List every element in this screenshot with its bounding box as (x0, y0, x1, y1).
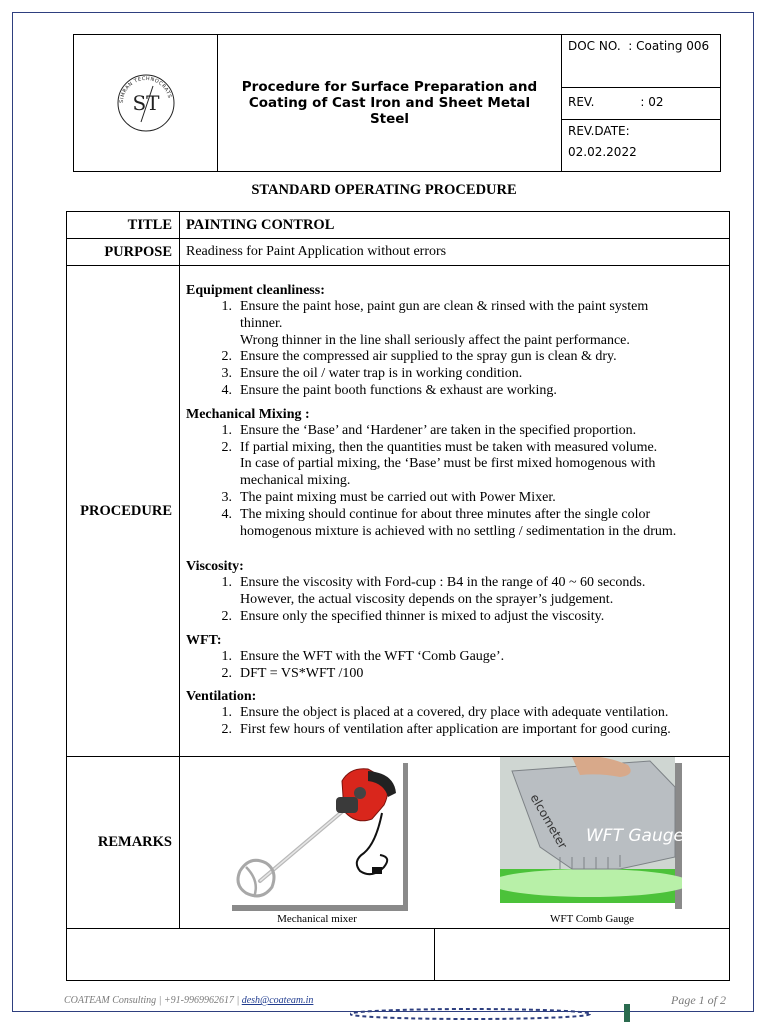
document-title: Procedure for Surface Preparation and Coating of Cast Iron and Sheet Metal Steel (218, 35, 562, 171)
section-heading-ventilation: Ventilation: (186, 689, 257, 705)
list-item (186, 490, 729, 507)
list-item-text: thinner. (240, 315, 283, 331)
list-item-number: 4. (221, 382, 232, 398)
wft-steps (186, 649, 729, 683)
list-item (186, 423, 729, 440)
list-item-number: 3. (221, 366, 232, 382)
remarks-content (180, 757, 729, 928)
list-item-text: If partial mixing, then the quantities must be taken with measured volume. (240, 439, 658, 455)
list-item (186, 649, 729, 666)
list-item-text: Ensure the oil / water trap is in working condition. (240, 366, 523, 382)
list-item-text: Ensure the paint booth functions & exhaust are working. (240, 382, 557, 398)
footer-company: COATEAM Consulting | +91-9969962617 | (64, 995, 242, 1006)
list-item (186, 666, 729, 683)
list-item (186, 507, 729, 524)
list-item (186, 383, 729, 400)
document-meta (562, 35, 720, 171)
list-item (186, 349, 729, 366)
list-item-text: Ensure the paint hose, paint gun are clean & rinsed with the paint system (240, 299, 649, 314)
list-item-number: 2. (221, 349, 232, 365)
rev-label: REV. (568, 95, 595, 109)
list-item (186, 524, 729, 541)
mixing-steps (186, 423, 729, 541)
list-item-number: 4. (221, 506, 232, 522)
list-item-number (186, 456, 232, 473)
section-heading-mixing: Mechanical Mixing : (186, 406, 310, 422)
doc-no-label: DOC NO. (568, 39, 621, 53)
list-item-text: Ensure the WFT with the WFT ‘Comb Gauge’. (240, 648, 505, 664)
list-item (186, 333, 729, 350)
company-logo (74, 35, 218, 171)
list-item-number (186, 592, 232, 609)
footer-contact (64, 995, 313, 1006)
list-item-text: The paint mixing must be carried out with Power Mixer. (240, 489, 556, 505)
purpose-row (67, 239, 729, 266)
purpose-value: Readiness for Paint Application without errors (186, 244, 447, 259)
logo-emblem (115, 72, 177, 134)
list-item-number: 1. (221, 299, 232, 314)
list-item (186, 473, 729, 490)
list-item (186, 722, 729, 739)
list-item-text: Ensure the object is placed at a covered, dry place with adequate ventilation. (240, 705, 669, 721)
title-value: PAINTING CONTROL (186, 216, 335, 233)
list-item (186, 316, 729, 333)
section-heading-equipment: Equipment cleanliness: (186, 283, 325, 298)
title-row (67, 212, 729, 239)
rev-date-label: REV.DATE: (568, 124, 630, 138)
rev-cell (562, 88, 720, 120)
remarks-label: REMARKS (67, 757, 180, 928)
blank-row (67, 929, 729, 980)
procedure-table (66, 211, 730, 981)
rev-value: : 02 (640, 95, 664, 109)
list-item-text: Ensure the compressed air supplied to the spray gun is clean & dry. (240, 349, 617, 365)
title-label: TITLE (67, 212, 180, 238)
mechanical-mixer-image (232, 763, 408, 911)
list-item-number: 2. (221, 439, 232, 455)
gauge-caption: WFT Comb Gauge (549, 913, 635, 925)
list-item-text: Wrong thinner in the line shall seriously affect the paint performance. (240, 332, 630, 348)
list-item-number (186, 333, 232, 350)
list-item-text: The mixing should continue for about three minutes after the single color (240, 506, 651, 522)
logo-initials: ST (131, 91, 160, 115)
purpose-label: PURPOSE (67, 239, 180, 265)
list-item-number (186, 316, 232, 333)
list-item (186, 440, 729, 457)
gauge-overlay-text: WFT Gauge (586, 826, 682, 846)
doc-no-value: : Coating 006 (628, 39, 710, 53)
wft-comb-gauge-image (500, 757, 682, 909)
list-item-number: 1. (221, 705, 232, 721)
section-heading-viscosity: Viscosity: (186, 559, 244, 575)
ventilation-steps (186, 705, 729, 739)
list-item-text: First few hours of ventilation after application are important for good curing. (240, 722, 671, 738)
document-header (73, 34, 721, 172)
viscosity-steps (186, 575, 729, 625)
list-item-text: Ensure the viscosity with Ford-cup : B4 in the range of 40 ~ 60 seconds. (240, 575, 646, 591)
footer-email-link[interactable]: desh@coateam.in (241, 995, 314, 1006)
blank-cell-left (67, 929, 435, 980)
section-heading-wft: WFT: (186, 632, 222, 648)
procedure-content (180, 266, 729, 756)
list-item (186, 299, 729, 316)
list-item (186, 705, 729, 722)
list-item-text: Ensure the ‘Base’ and ‘Hardener’ are taken in the specified proportion. (240, 422, 637, 438)
list-item-number (186, 473, 232, 490)
list-item (186, 609, 729, 626)
rev-date-value: 02.02.2022 (568, 145, 637, 159)
gauge-brand-text: elcometer (527, 791, 570, 852)
rev-date-cell (562, 120, 720, 171)
list-item-number: 2. (221, 608, 232, 624)
list-item (186, 592, 729, 609)
blank-cell-right (435, 929, 729, 980)
remarks-row (67, 757, 729, 929)
list-item-text: Ensure only the specified thinner is mixed to adjust the viscosity. (240, 608, 605, 624)
list-item-number: 2. (221, 722, 232, 738)
list-item-number (186, 524, 232, 541)
list-item-text: DFT = VS*WFT /100 (240, 665, 364, 681)
svg-text:SIMRAN TECHNOCRATS: SIMRAN TECHNOCRATS (118, 75, 173, 104)
page-number: Page 1 of 2 (671, 993, 726, 1007)
mixer-caption: Mechanical mixer (277, 913, 357, 925)
list-item-text: In case of partial mixing, the ‘Base’ must be first mixed homogenous with (240, 456, 656, 472)
procedure-row (67, 266, 729, 757)
list-item-text: However, the actual viscosity depends on the sprayer’s judgement. (240, 592, 614, 608)
list-item (186, 575, 729, 592)
list-item (186, 456, 729, 473)
footer-decoration (350, 1004, 630, 1022)
list-item-number: 1. (221, 648, 232, 664)
list-item (186, 366, 729, 383)
list-item-number: 1. (221, 422, 232, 438)
list-item-text: homogenous mixture is achieved with no settling / sedimentation in the drum. (240, 523, 677, 539)
list-item-number: 2. (221, 665, 232, 681)
doc-no-cell (562, 35, 720, 88)
sop-heading: STANDARD OPERATING PROCEDURE (251, 182, 517, 198)
list-item-text: mechanical mixing. (240, 473, 351, 489)
procedure-label: PROCEDURE (67, 266, 180, 756)
list-item-number: 3. (221, 489, 232, 505)
list-item-number: 1. (221, 575, 232, 591)
equipment-steps (186, 299, 729, 400)
